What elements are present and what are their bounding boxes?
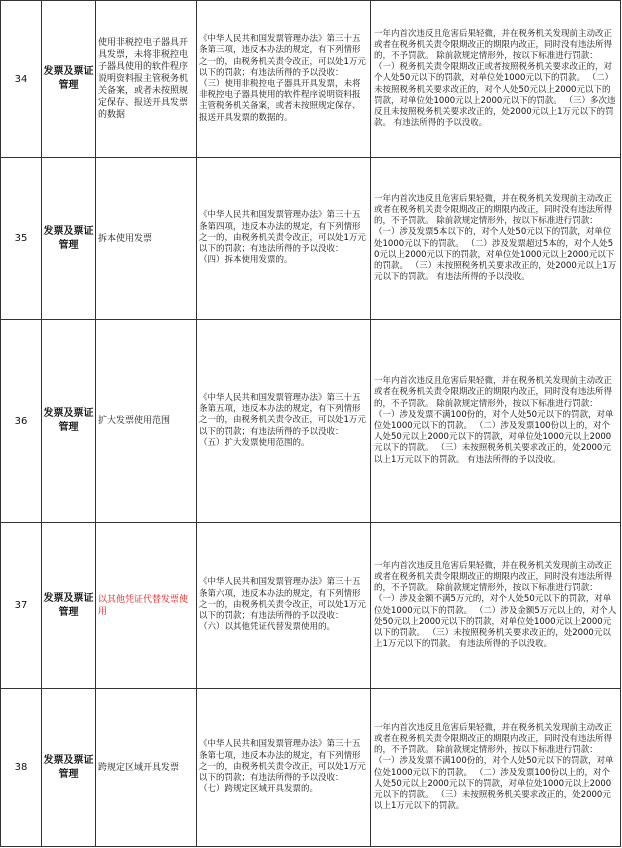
row-legal-basis-text: 《中华人民共和国发票管理办法》第三十五条第四项，违反本办法的规定，有下列情形之一的，由税务机关责令改正，可以处1万元以下的罚款；有违法所得的予以没收： （四）拆本使用发票的。 [199, 210, 366, 266]
row-legal-basis [197, 158, 371, 320]
row-legal-basis-text: 《中华人民共和国发票管理办法》第三十五条第六项，违反本办法的规定，有下列情形之一的，由税务机关责令改正，可以处1万元以下的罚款；有违法所得的予以没收： （六）以其他凭证代替发票使用的。 [199, 577, 366, 633]
row-category: 发票及票证管理 [42, 1, 96, 158]
row-penalty-standard [371, 1, 621, 158]
row-legal-basis-text: 《中华人民共和国发票管理办法》第三十五条第三项，违反本办法的规定，有下列情形之一的，由税务机关责令改正，可以处1万元以下的罚款；有违法所得的予以没收： （三）使用非税控电子器具开具发票，未将非税控电子器具使用的软件程序说明资料报主管税务机关备案，或者未按照规定保存、报送开具发票的数据的。 [199, 34, 366, 123]
row-penalty-standard [371, 523, 621, 689]
row-legal-basis [197, 1, 371, 158]
row-item [96, 689, 197, 847]
row-category: 发票及票证管理 [42, 158, 96, 320]
row-item-text: 跨规定区域开具发票 [98, 762, 180, 773]
row-number: 34 [1, 1, 42, 158]
row-legal-basis-text: 《中华人民共和国发票管理办法》第三十五条第七项，违反本办法的规定，有下列情形之一的，由税务机关责令改正，可以处1万元以下的罚款；有违法所得的予以没收： （七）跨规定区域开具发票的。 [199, 739, 366, 795]
table-row-34 [1, 1, 621, 158]
row-number: 35 [1, 158, 42, 320]
row-item-text: 扩大发票使用范围 [98, 416, 171, 426]
row-penalty-standard-text: 一年内首次违反且危害后果轻微，并在税务机关发现前主动改正或者在税务机关责令限期改正的期限内改正，同时没有违法所得的，不予罚款。 除前款规定情形外，按以下标准进行罚款： （一）涉及发票不满100份的，对个人处50元以下的罚款，对单位处1000元以下的罚款。 （二）涉及发票100份以上的，对个人处50元以上2000元以下的罚款，对单位处1000元以上2000元以下的罚款。 （三）未按照税务机关要求改正的，处2000元以上1万元以下的罚款。 有违法所得的予以没收。 [374, 376, 614, 465]
row-item [96, 158, 197, 320]
row-category: 发票及票证管理 [42, 523, 96, 689]
row-item [96, 1, 197, 158]
row-penalty-standard [371, 158, 621, 320]
row-penalty-standard-text: 一年内首次违反且危害后果轻微，并在税务机关发现前主动改正或者在税务机关责令限期改正的期限内改正，同时没有违法所得的，不予罚款。 除前款规定情形外，按以下标准进行罚款： （一）税务机关责令限期改正或者按照税务机关要求改正的，对个人处50元以下的罚款，对单位处1000元以下的罚款。 （二）未按照税务机关要求改正的，对个人处50元以上2000元以下的罚款，对单位处1000元以上2000元以下的罚款。 （三）多次违反且未按照税务机关要求改正的，处2000元以上1万元以下的罚款。 有违法所得的予以没收。 [374, 28, 616, 129]
row-item-text: 拆本使用发票 [98, 233, 153, 244]
row-item-text: 以其他凭证代替发票使用 [98, 594, 189, 617]
row-penalty-standard [371, 320, 621, 523]
row-number: 36 [1, 320, 42, 523]
row-legal-basis [197, 320, 371, 523]
row-legal-basis [197, 523, 371, 689]
row-item-text: 使用非税控电子器具开具发票，未将非税控电子器具使用的软件程序说明资料报主管税务机关备案，或者未按照规定保存、报送开具发票的数据 [98, 38, 189, 120]
row-category: 发票及票证管理 [42, 320, 96, 523]
row-legal-basis [197, 689, 371, 847]
row-item [96, 320, 197, 523]
table-row-38 [1, 689, 621, 847]
row-penalty-standard [371, 689, 621, 847]
table-row-35 [1, 158, 621, 320]
row-penalty-standard-text: 一年内首次违反且危害后果轻微，并在税务机关发现前主动改正或者在税务机关责令限期改正的期限内改正，同时没有违法所得的，不予罚款。 除前款规定情形外，按以下标准进行罚款： （一）涉及发票5本以下的，对个人处50元以下的罚款，对单位处1000元以下的罚款。 （二）涉及发票超过5本的，对个人处50元以上2000元以下的罚款，对单位处1000元以上2000元以下的罚款。 （三）未按照税务机关要求改正的，处2000元以上1万元以下的罚款。 有违法所得的予以没收。 [374, 193, 617, 283]
table-row-36 [1, 320, 621, 523]
row-number: 38 [1, 689, 42, 847]
row-penalty-standard-text: 一年内首次违反且危害后果轻微，并在税务机关发现前主动改正或者在税务机关责令限期改正的期限内改正，同时没有违法所得的，不予罚款。 除前款规定情形外，按以下标准进行罚款： （一）涉及金额不满5万元的，对个人处50元以下的罚款，对单位处1000元以下的罚款。 （二）涉及金额5万元以上的，对个人处50元以上2000元以下的罚款，对单位处1000元以上2000元以下的罚款。 （三）未按照税务机关要求改正的，处2000元以上1万元以下的罚款。 有违法所得的予以没收。 [374, 560, 617, 650]
row-category: 发票及票证管理 [42, 689, 96, 847]
row-item [96, 523, 197, 689]
table-row-37 [1, 523, 621, 689]
row-penalty-standard-text: 一年内首次违反且危害后果轻微，并在税务机关发现前主动改正或者在税务机关责令限期改正的期限内改正，同时没有违法所得的，不予罚款。 除前款规定情形外，按以下标准进行罚款： （一）涉及发票不满100份的，对个人处50元以下的罚款，对单位处1000元以下的罚款。 （二）涉及发票100份以上的，对个人处50元以上2000元以下的罚款，对单位处1000元以上2000元以下的罚款。 （三）未按照税务机关要求改正的，处2000元以上1万元以下的罚款。 [374, 722, 614, 812]
row-legal-basis-text: 《中华人民共和国发票管理办法》第三十五条第五项，违反本办法的规定，有下列情形之一的，由税务机关责令改正，可以处1万元以下的罚款；有违法所得的予以没收： （五）扩大发票使用范围的。 [199, 392, 366, 448]
row-number: 37 [1, 523, 42, 689]
